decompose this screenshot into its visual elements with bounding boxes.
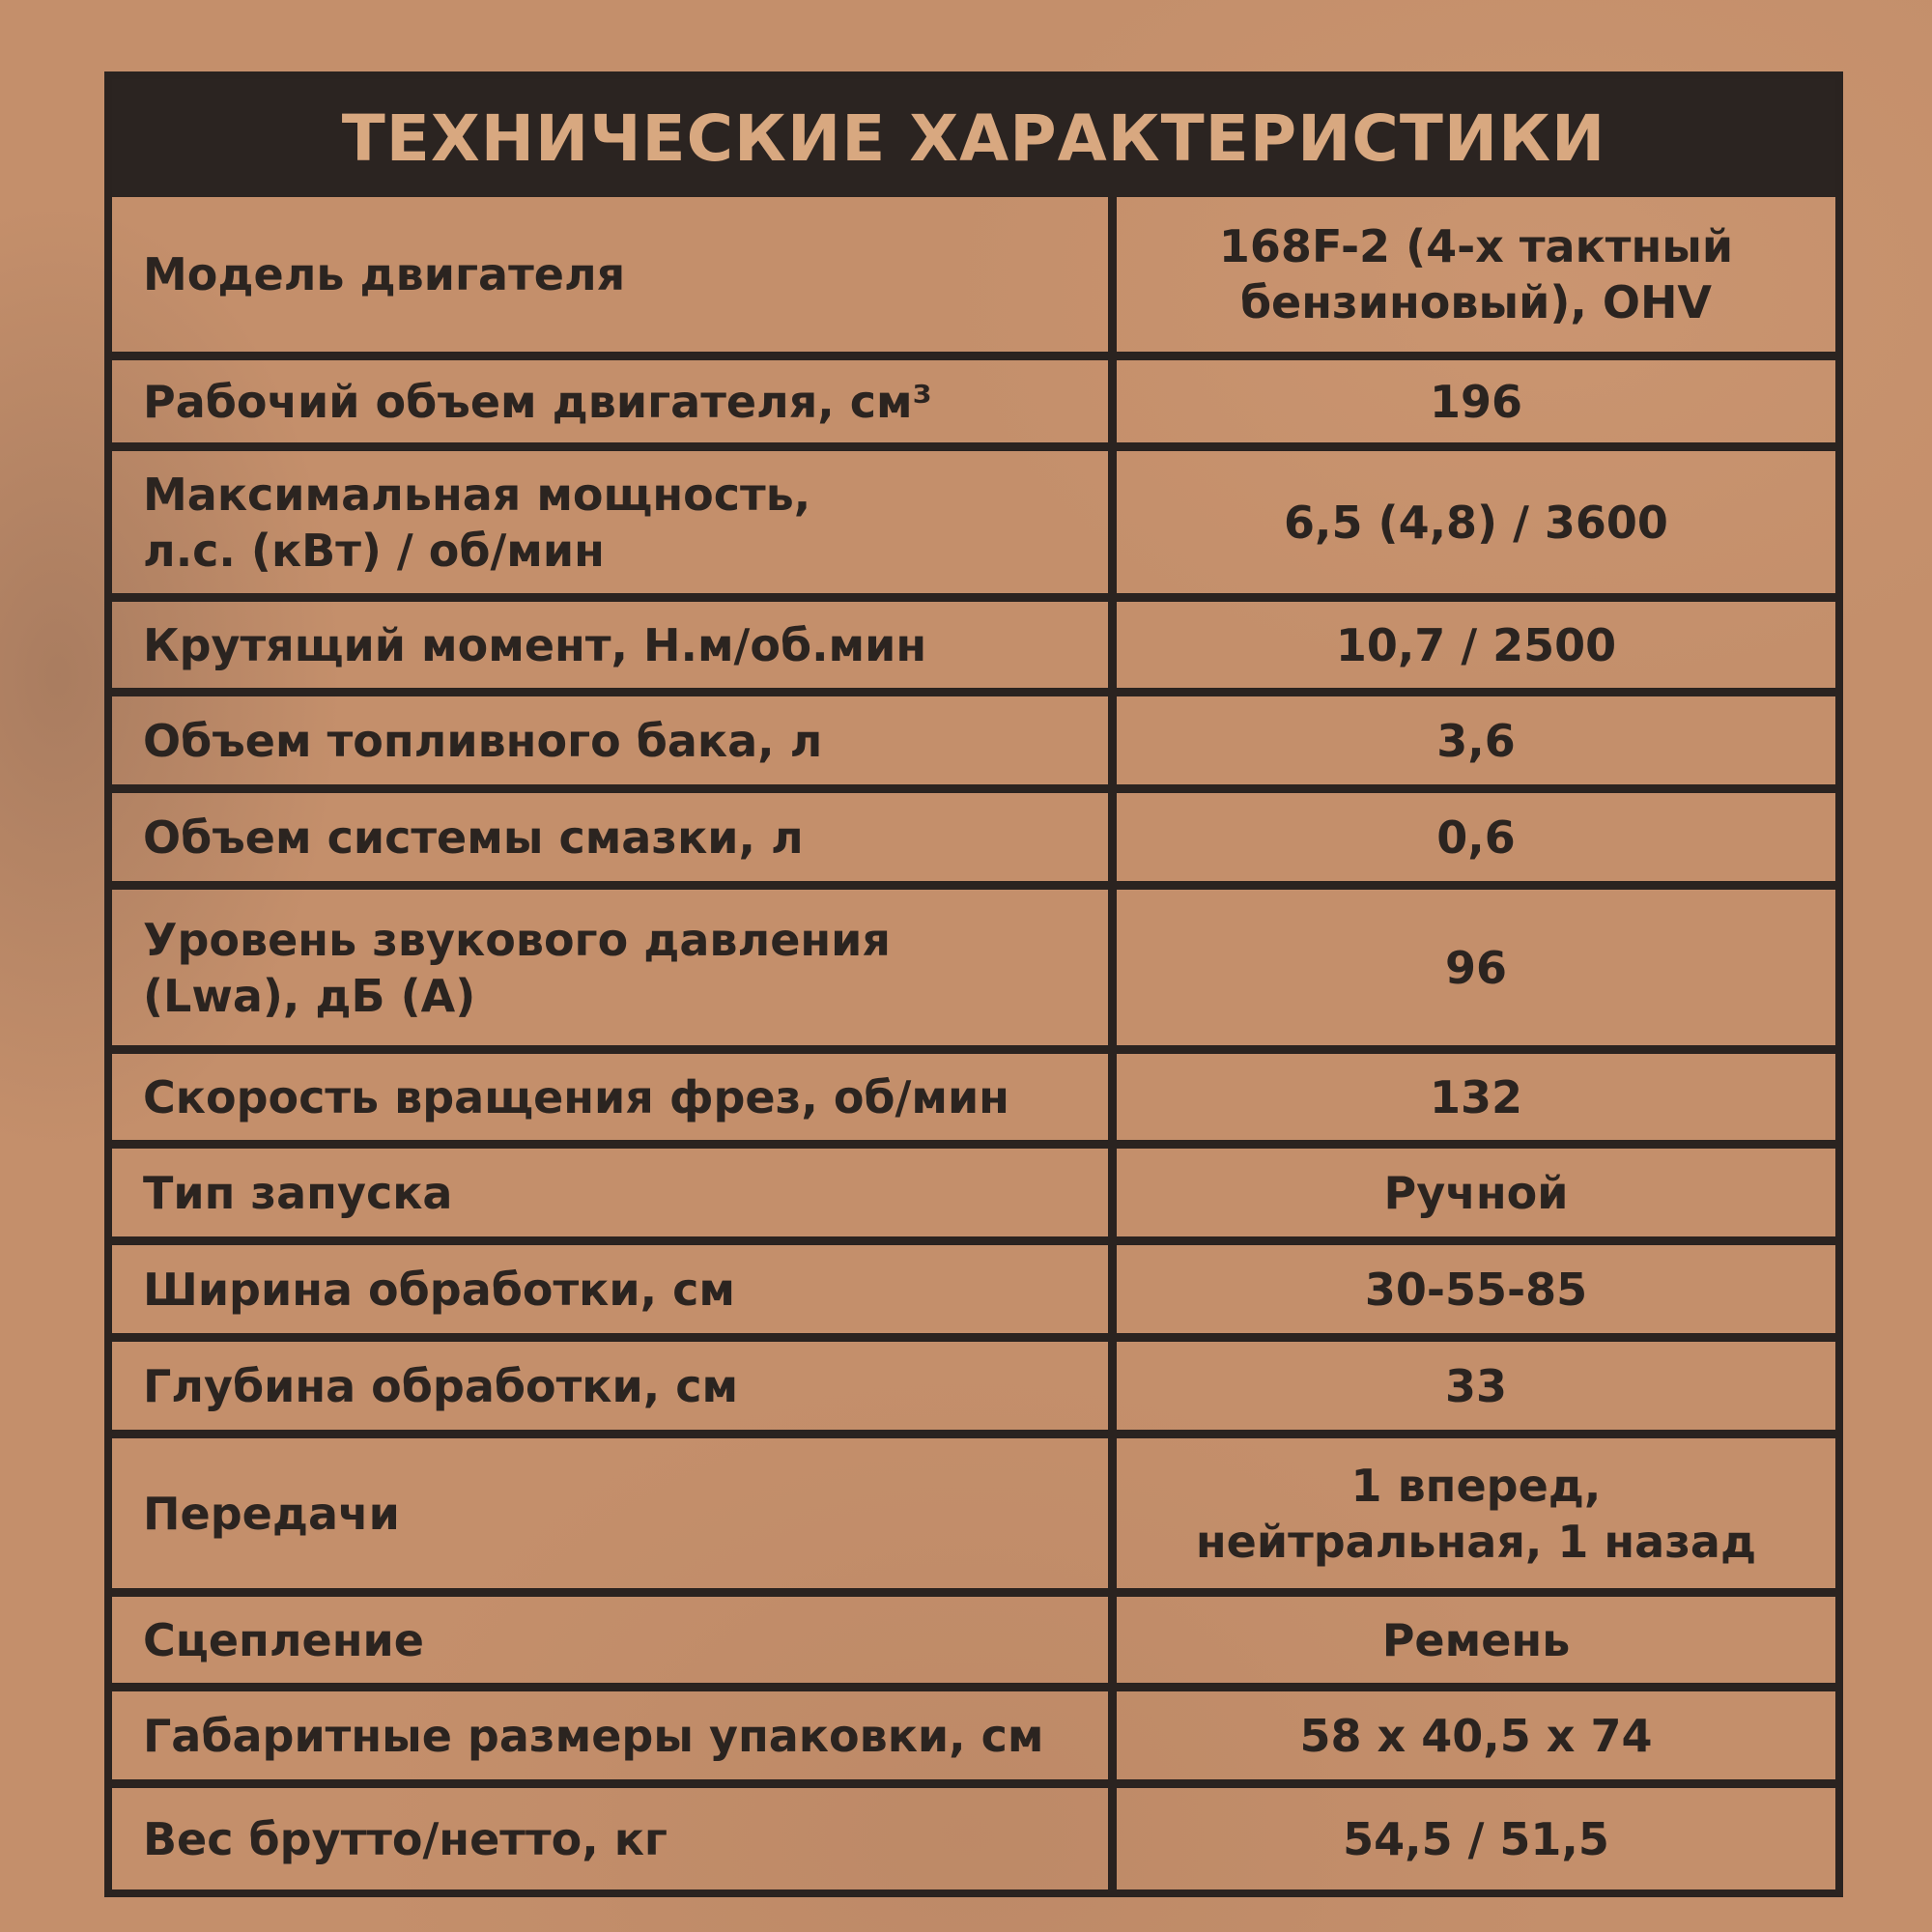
spec-panel <box>104 71 1843 1897</box>
spec-row-sound-pressure <box>112 881 1835 1045</box>
row-value: 10,7 / 2500 <box>1335 618 1617 671</box>
row-label: Тип запуска <box>112 1149 1117 1236</box>
spec-row-oil-capacity <box>112 784 1835 881</box>
row-label: Рабочий объем двигателя, см³ <box>112 360 1117 442</box>
row-label: Вес брутто/нетто, кг <box>112 1788 1117 1889</box>
row-label: Ширина обработки, см <box>112 1245 1117 1333</box>
row-value: 168F-2 (4-х тактный бензиновый), OHV <box>1218 220 1734 328</box>
row-value: 3,6 <box>1436 714 1516 767</box>
row-label: Передачи <box>112 1438 1117 1588</box>
row-label: Габаритные размеры упаковки, см <box>112 1691 1117 1779</box>
row-value: 96 <box>1444 941 1507 994</box>
spec-row-max-power <box>112 442 1835 593</box>
row-value: 54,5 / 51,5 <box>1343 1812 1609 1865</box>
spec-row-fuel-tank <box>112 688 1835 784</box>
row-value: 196 <box>1429 375 1523 428</box>
row-value: 30-55-85 <box>1364 1263 1588 1316</box>
spec-row-clutch <box>112 1588 1835 1683</box>
spec-table <box>112 197 1835 1889</box>
spec-row-tiller-speed <box>112 1045 1835 1140</box>
row-value: 33 <box>1444 1359 1507 1412</box>
row-label: Крутящий момент, Н.м/об.мин <box>112 602 1117 688</box>
spec-row-torque <box>112 593 1835 688</box>
row-label: Скорость вращения фрез, об/мин <box>112 1054 1117 1140</box>
row-label: Сцепление <box>112 1597 1117 1683</box>
spec-row-weight <box>112 1779 1835 1889</box>
spec-row-displacement <box>112 352 1835 442</box>
spec-row-engine-model <box>112 197 1835 352</box>
row-value: 58 х 40,5 х 74 <box>1299 1709 1653 1762</box>
row-value: 1 вперед, нейтральная, 1 назад <box>1195 1459 1757 1568</box>
row-value: Ручной <box>1383 1166 1569 1219</box>
row-value: Ремень <box>1381 1613 1571 1666</box>
row-value: 0,6 <box>1436 810 1516 864</box>
spec-row-start-type <box>112 1140 1835 1236</box>
row-label: Модель двигателя <box>112 197 1117 352</box>
spec-row-working-width <box>112 1236 1835 1333</box>
row-value: 6,5 (4,8) / 3600 <box>1284 496 1668 549</box>
spec-row-gears <box>112 1430 1835 1588</box>
spec-row-package-dimensions <box>112 1683 1835 1779</box>
row-label: Максимальная мощность, л.с. (кВт) / об/мин <box>112 451 1117 593</box>
row-label: Объем топливного бака, л <box>112 696 1117 784</box>
spec-row-working-depth <box>112 1333 1835 1430</box>
row-label: Глубина обработки, см <box>112 1342 1117 1430</box>
row-value: 132 <box>1429 1070 1523 1123</box>
row-label: Объем системы смазки, л <box>112 793 1117 881</box>
spec-title: ТЕХНИЧЕСКИЕ ХАРАКТЕРИСТИКИ <box>112 79 1835 197</box>
row-label: Уровень звукового давления (Lwa), дБ (А) <box>112 890 1117 1045</box>
